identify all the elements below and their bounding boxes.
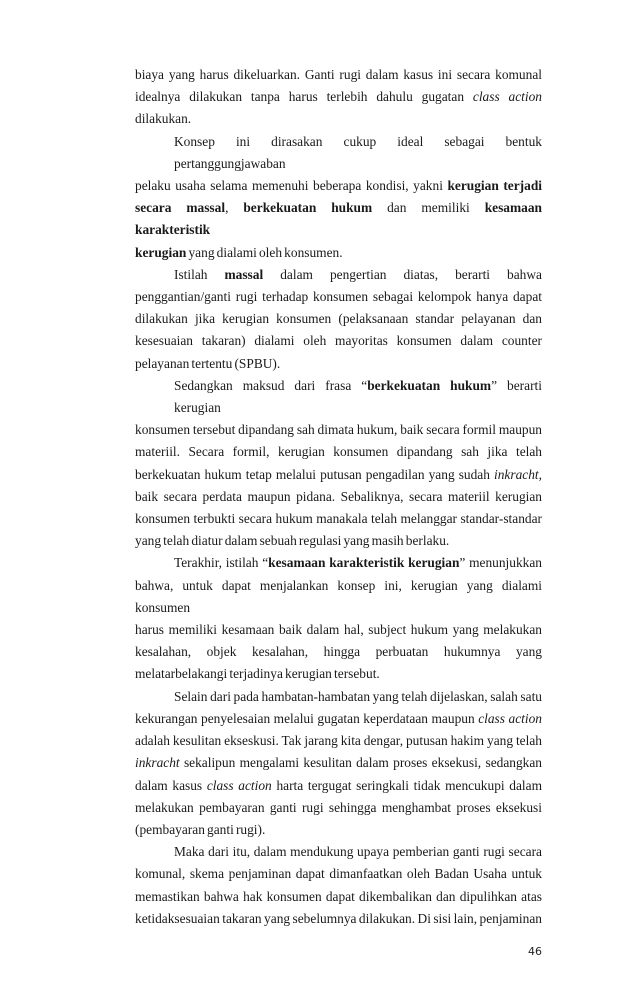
- text-line: [135, 286, 542, 308]
- text-line: [135, 797, 542, 819]
- text-line: [135, 464, 542, 486]
- text-line: [135, 353, 542, 375]
- text-run: idealnya dilakukan tanpa harus terlebih dahulu gugatan: [135, 89, 473, 105]
- text-run: (pembayaran ganti rugi).: [135, 821, 266, 837]
- text-line: [135, 552, 542, 574]
- text-run: ketidaksesuaian takaran yang sebelumnya dilakukan. Di sisi lain, penjaminan: [135, 910, 542, 926]
- bold-text: kesamaan karakteristik kerugian: [268, 555, 460, 571]
- text-line: [135, 375, 542, 419]
- italic-text: class action: [472, 89, 542, 105]
- text-run: dilakukan.: [135, 111, 192, 127]
- text-run: yang telah diatur dalam sebuah regulasi yang masih berlaku.: [135, 533, 450, 549]
- text-run: pelayanan tertentu (SPBU).: [135, 355, 281, 371]
- text-line: [135, 641, 542, 663]
- text-line: [135, 86, 542, 130]
- text-line: [135, 242, 542, 264]
- text-line: [135, 441, 542, 463]
- bold-text: kesamaan karakteristik: [135, 200, 542, 238]
- text-run: Konsep ini dirasakan cukup ideal sebagai bentuk pertanggungjawaban: [174, 133, 542, 171]
- text-line: [135, 64, 542, 86]
- body-text: [135, 64, 542, 930]
- text-run: harus memiliki kesamaan baik dalam hal, subject hukum yang melakukan: [135, 622, 542, 638]
- text-run: dalam kasus: [135, 777, 207, 793]
- text-line: [135, 908, 542, 930]
- text-run: melatarbelakangi terjadinya kerugian tersebut.: [135, 666, 380, 682]
- text-line: [135, 330, 542, 352]
- text-run: ,: [538, 466, 542, 482]
- text-run: sekalipun mengalami kesulitan dalam proses eksekusi, sedangkan: [179, 755, 542, 771]
- text-line: [135, 686, 542, 708]
- text-run: dalam pengertian diatas, berarti bahwa: [263, 266, 542, 282]
- text-line: [135, 663, 542, 685]
- text-line: [135, 264, 542, 286]
- text-run: biaya yang harus dikeluarkan. Ganti rugi dalam kasus ini secara komunal: [135, 67, 542, 82]
- text-run: konsumen terbukti secara hukum manakala telah melanggar standar-standar: [135, 511, 542, 527]
- bold-text: kerugian terjadi: [447, 178, 542, 194]
- text-line: [135, 508, 542, 530]
- text-run: konsumen tersebut dipandang sah dimata hukum, baik secara formil maupun: [135, 422, 542, 438]
- text-run: komunal, skema penjaminan dapat dimanfaatkan oleh Badan Usaha untuk: [135, 866, 542, 882]
- text-run: bahwa, untuk dapat menjalankan konsep ini, kerugian yang dialami konsumen: [135, 577, 542, 615]
- text-run: kesesuaian takaran) dialami oleh mayoritas konsumen dalam counter: [135, 333, 542, 349]
- text-line: [135, 752, 542, 774]
- text-line: [135, 131, 542, 175]
- text-run: penggantian/ganti rugi terhadap konsumen sebagai kelompok hanya dapat: [135, 289, 542, 305]
- text-run: melakukan pembayaran ganti rugi sehingga menghambat proses eksekusi: [135, 799, 542, 815]
- italic-text: inkracht: [494, 466, 539, 482]
- text-line: [135, 886, 542, 908]
- text-line: [135, 308, 542, 330]
- bold-text: berkekuatan hukum: [243, 200, 373, 216]
- page-number: 46: [528, 944, 542, 958]
- text-line: [135, 530, 542, 552]
- text-line: [135, 819, 542, 841]
- text-line: [135, 863, 542, 885]
- text-run: adalah kesulitan ekseskusi. Tak jarang kita dengar, putusan hakim yang telah: [135, 733, 542, 749]
- text-run: Selain dari pada hambatan-hambatan yang telah dijelaskan, salah satu: [174, 688, 542, 704]
- text-run: kesalahan, objek kesalahan, hingga perbuatan hukumnya yang: [135, 644, 542, 660]
- text-run: ,: [225, 200, 244, 216]
- text-line: [135, 575, 542, 619]
- text-run: yang dialami oleh konsumen.: [186, 244, 343, 260]
- bold-text: berkekuatan hukum: [367, 377, 492, 393]
- text-line: [135, 619, 542, 641]
- text-run: baik secara perdata maupun pidana. Sebaliknya, secara materiil kerugian: [135, 488, 542, 504]
- text-run: dan memiliki: [372, 200, 485, 216]
- text-run: harta tergugat seringkali tidak mencukupi dalam: [271, 777, 542, 793]
- text-line: [135, 841, 542, 863]
- bold-text: kerugian: [135, 244, 187, 260]
- bold-text: massal: [224, 266, 264, 282]
- text-line: [135, 197, 542, 241]
- italic-text: class action: [478, 710, 542, 726]
- text-run: ” menunjukkan: [459, 555, 543, 571]
- bold-text: secara massal: [135, 200, 226, 216]
- text-run: berkekuatan hukum tetap melalui putusan pengadilan yang sudah: [135, 466, 495, 482]
- text-run: ” berarti kerugian: [174, 377, 542, 416]
- text-line: [135, 486, 542, 508]
- italic-text: class action: [206, 777, 272, 793]
- text-run: Terakhir, istilah “: [174, 555, 269, 571]
- text-line: [135, 730, 542, 752]
- text-line: [135, 708, 542, 730]
- text-run: Istilah: [174, 266, 225, 282]
- text-run: Sedangkan maksud dari frasa “: [174, 377, 368, 393]
- text-run: pelaku usaha selama memenuhi beberapa kondisi, yakni: [135, 178, 448, 194]
- text-line: [135, 775, 542, 797]
- text-run: kekurangan penyelesaian melalui gugatan keperdataan maupun: [135, 710, 479, 726]
- text-run: dilakukan jika kerugian konsumen (pelaksanaan standar pelayanan dan: [135, 311, 542, 327]
- text-line: [135, 419, 542, 441]
- text-line: [135, 175, 542, 197]
- text-run: Maka dari itu, dalam mendukung upaya pemberian ganti rugi secara: [174, 844, 542, 860]
- text-run: materiil. Secara formil, kerugian konsumen dipandang sah jika telah: [135, 444, 542, 460]
- italic-text: inkracht: [135, 755, 180, 771]
- text-run: memastikan bahwa hak konsumen dapat dikembalikan dan dipulihkan atas: [135, 888, 542, 904]
